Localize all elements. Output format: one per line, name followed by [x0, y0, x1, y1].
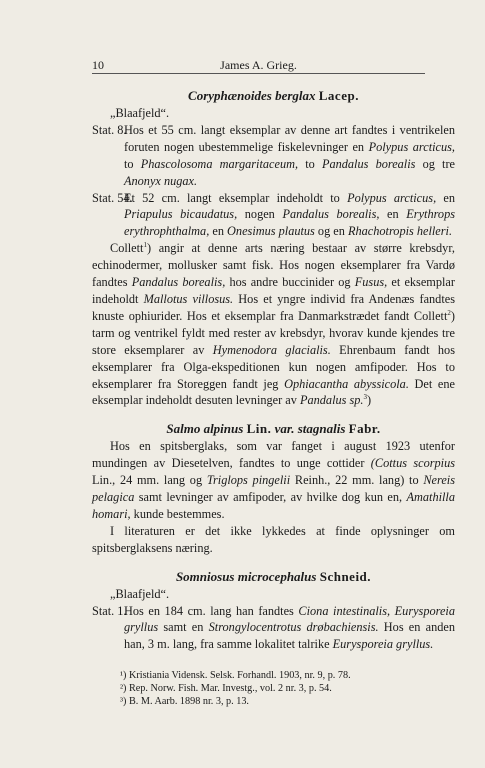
text-body	[92, 86, 455, 708]
section-heading-somniosus: Somniosus microcephalus Schneid.	[175, 568, 372, 584]
section-heading-salmo: Salmo alpinus Lin. var. stagnalis Fabr.	[166, 421, 381, 437]
page-number: 10	[92, 58, 104, 72]
paragraph-spitsberglaks: Hos en spitsberglaks, som var fanget i august 1923 utenfor mundingen av Diesetelven, fandtes to unge cottider (Cottus scorpius Lin., 24 mm. lang og Triglops pingelii Reinh., 22 mm. lang) to Nereis pelagica samt levninger av amfipoder, av hvilke dog kun en, Amathilla homari, kunde bestemmes.	[92, 439, 455, 521]
running-head	[92, 58, 425, 74]
footnote-2: ²) Rep. Norw. Fish. Mar. Investg., vol. 2 nr. 3, p. 54.	[120, 683, 332, 695]
station-entry-1: Stat. 1. Hos en 184 cm. lang han fandtes Ciona intestinalis, Eurysporeia gryllus samt en Strongylocentrotus drøbachiensis. Hos en anden han, 3 m. lang, fra samme lokalitet talrike Eurysporeia gryllus.	[92, 603, 455, 652]
paragraph-collett: Collett$^1$) angir at denne arts næring bestaar av større krebsdyr, echinodermer, mollusker samt fisk. Hos nogen eksemplarer fra Vardø fandtes Pandalus borealis, hos andre buccinider og Fusus, et eksemplar indeholdt Mallotus villosus. Hos et yngre individ fra Andenæs fandtes knuste ophiurider. Hos et eksemplar fra Danmarkstrædet fandt Collett$^2$) tarm og ventrikel fyldt med rester av krebsdyr, hvorav kunde kjendes tre store eksemplarer av Hymenodora glacialis. Ehrenbaum fandt hos eksemplarer fra Olga-ekspeditionen kun nogen amfipoder. Hos to eksemplarer fra Storeggen fandt jeg Ophiacantha abyssicola. Det ene eksemplar indeholdt desuten levninger av Pandalus sp.$^3$)	[92, 241, 455, 408]
footnote-1: ¹) Kristiania Vidensk. Selsk. Forhandl. 1903, nr. 9, p. 78.	[120, 670, 351, 682]
station-entry-54: Stat. 54. Et 52 cm. langt eksemplar indeholdt to Polypus arcticus, en Priapulus bicaudatus, nogen Pandalus borealis, en Erythrops erythrophthalma, en Onesimus plautus og en Rhachotropis helleri.	[92, 190, 456, 239]
footnote-3: ³) B. M. Aarb. 1898 nr. 3, p. 13.	[120, 696, 249, 708]
location-line: „Blaafjeld“.	[110, 106, 170, 120]
location-line-2: „Blaafjeld“.	[110, 586, 170, 601]
running-head-author: James A. Grieg.	[220, 58, 297, 72]
station-entry-8: Stat. 8. Hos et 55 cm. langt eksemplar av denne art fandtes i ventrikelen foruten nogen ubestemmelige fiskelevninger en Polypus arcticus, to Phascolosoma margaritaceum, to Pandalus borealis og tre Anonyx nugax.	[92, 122, 456, 188]
footnotes	[92, 669, 455, 708]
section-heading-coryphaenoides: Coryphænoides berglax Lacep.	[188, 88, 359, 103]
paragraph-literature: I literaturen er det ikke lykkedes at finde oplysninger om spitsberglaksens næring.	[92, 523, 455, 555]
